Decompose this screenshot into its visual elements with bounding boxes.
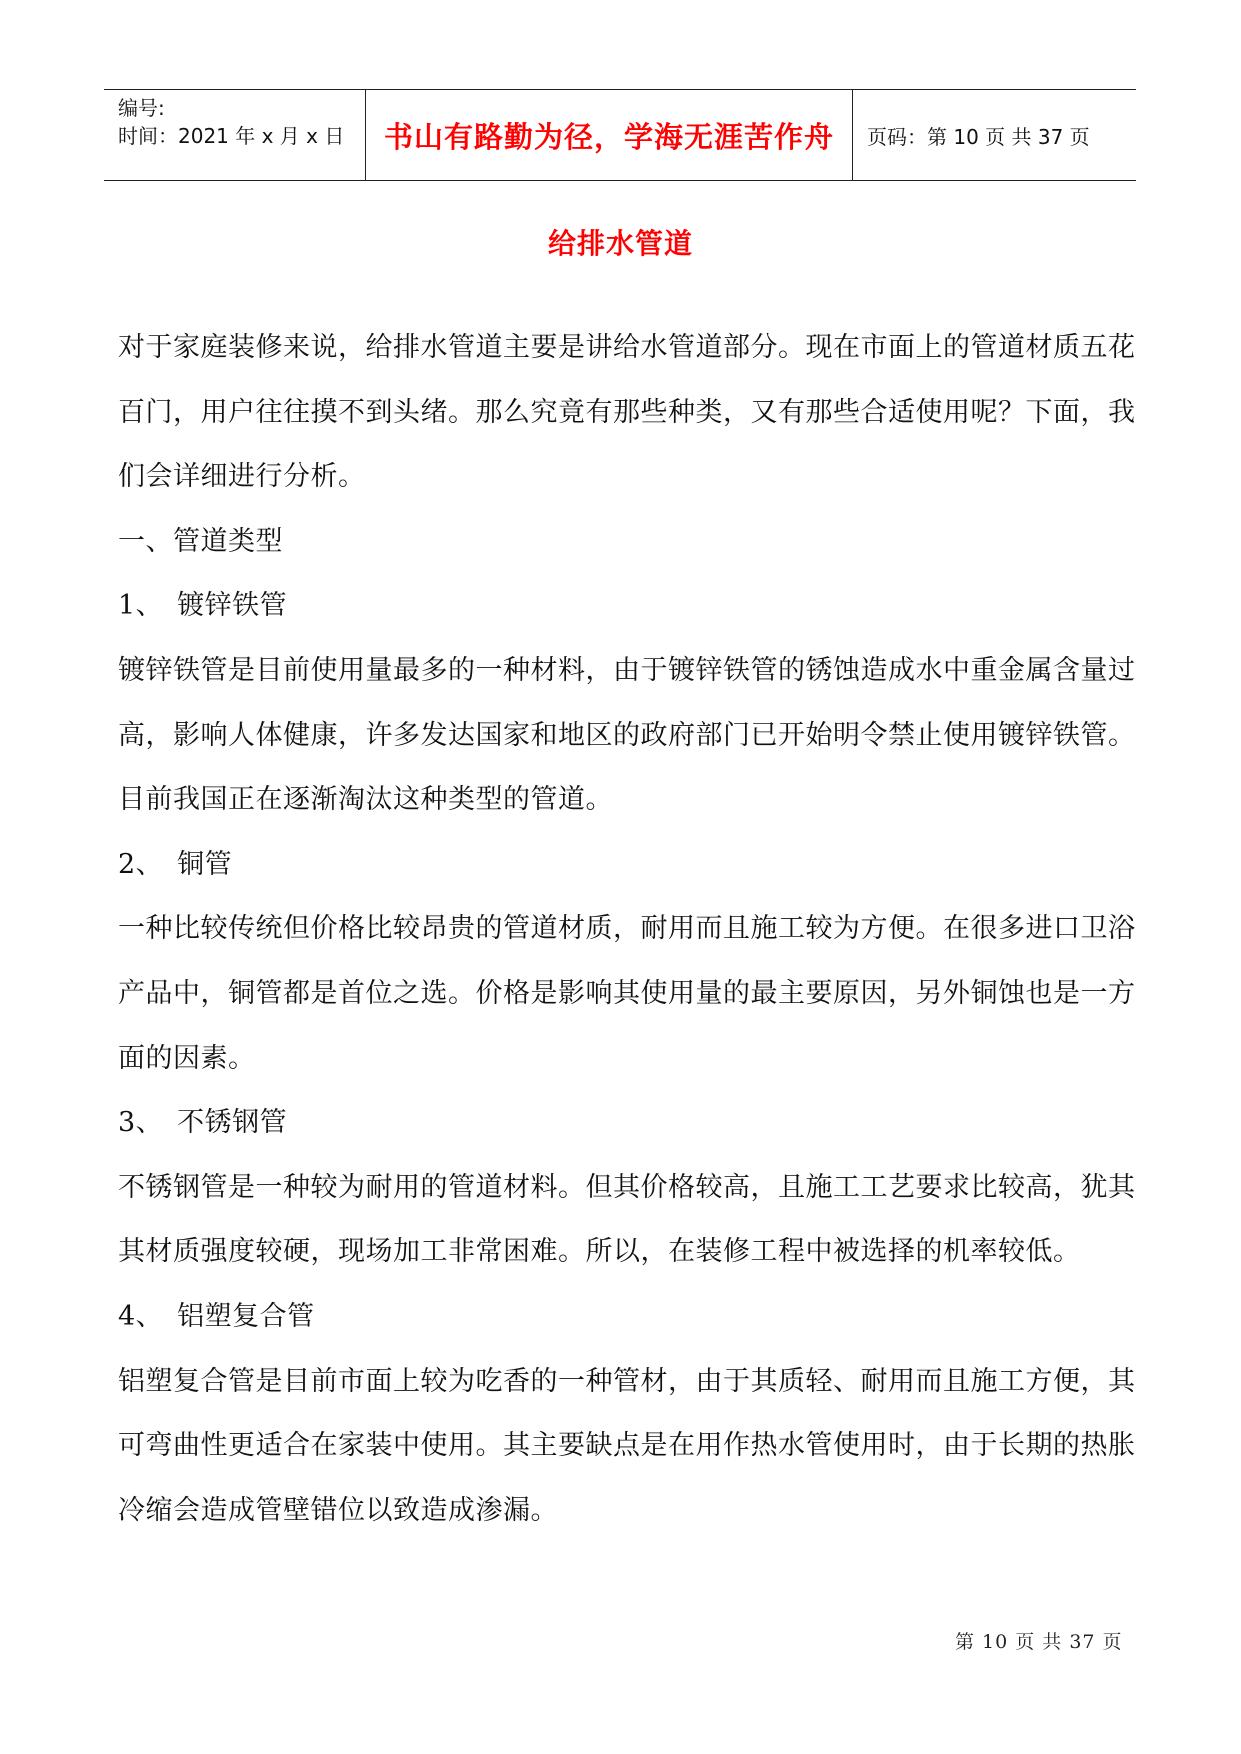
motto: 书山有路勤为径，学海无涯苦作舟 bbox=[383, 119, 834, 154]
number-label: 编号: bbox=[118, 96, 165, 120]
item-paragraph: 一种比较传统但价格比较昂贵的管道材质，耐用而且施工较为方便。在很多进口卫浴产品中，铜管都是首位之选。价格是影响其使用量的最主要原因，另外铜蚀也是一方面的因素。 bbox=[118, 913, 1136, 1074]
header-motto-cell bbox=[366, 90, 853, 180]
document-title: 给排水管道 bbox=[547, 227, 693, 260]
header-page-cell bbox=[853, 90, 1136, 180]
header-info-cell bbox=[104, 90, 366, 180]
item-heading: 1、 镀锌铁管 bbox=[118, 590, 288, 622]
item-heading: 3、 不锈钢管 bbox=[118, 1107, 288, 1139]
item-paragraph: 铝塑复合管是目前市面上较为吃香的一种管材，由于其质轻、耐用而且施工方便，其可弯曲性更适合在家装中使用。其主要缺点是在用作热水管使用时，由于长期的热胀冷缩会造成管壁错位以致造成渗漏。 bbox=[118, 1365, 1136, 1526]
item-heading: 2、 铜管 bbox=[118, 848, 233, 880]
item-paragraph: 镀锌铁管是目前使用量最多的一种材料，由于镀锌铁管的锈蚀造成水中重金属含量过高，影响人体健康，许多发达国家和地区的政府部门已开始明令禁止使用镀锌铁管。目前我国正在逐渐淘汰这种类型的管道。 bbox=[118, 654, 1136, 816]
item-paragraph: 不锈钢管是一种较为耐用的管道材料。但其价格较高，且施工工艺要求比较高，犹其其材质强度较硬，现场加工非常困难。所以，在装修工程中被选择的机率较低。 bbox=[118, 1171, 1136, 1268]
time-label: 时间：2021 年 x 月 x 日 bbox=[118, 124, 345, 148]
intro-paragraph: 对于家庭装修来说，给排水管道主要是讲给水管道部分。现在市面上的管道材质五花百门，用户往往摸不到头绪。那么究竟有那些种类，又有那些合适使用呢？下面，我们会详细进行分析。 bbox=[118, 332, 1136, 493]
header-table bbox=[104, 89, 1136, 181]
item-heading: 4、 铝塑复合管 bbox=[118, 1300, 315, 1332]
page-label: 页码：第 10 页 共 37 页 bbox=[867, 124, 1090, 149]
document-body bbox=[118, 316, 1148, 1543]
page-footer: 第 10 页 共 37 页 bbox=[955, 1631, 1123, 1653]
section-heading: 一、管道类型 bbox=[118, 525, 283, 557]
